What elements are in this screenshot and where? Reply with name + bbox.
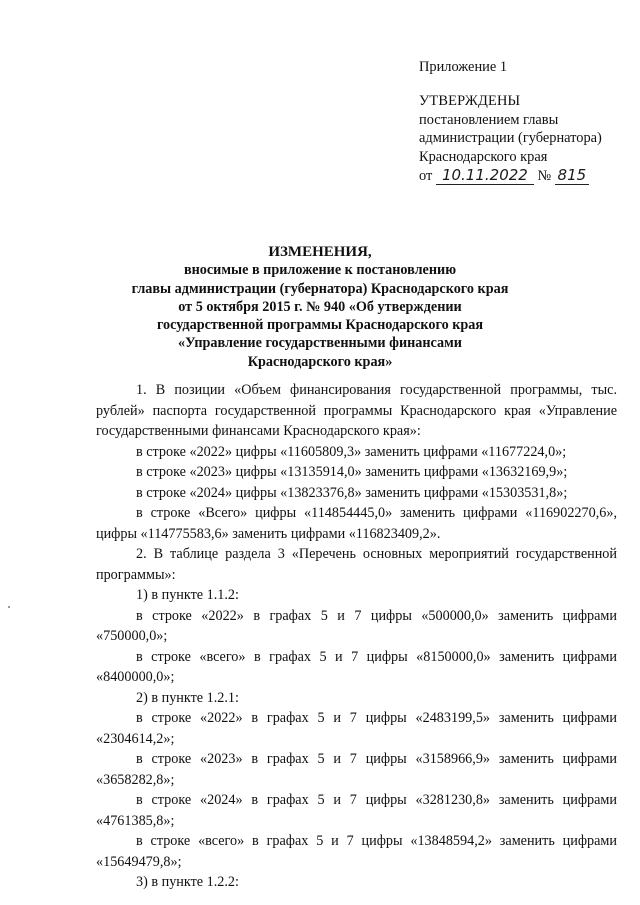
- paragraph: 2) в пункте 1.2.1:: [136, 689, 239, 706]
- heading-line: вносимые в приложение к постановлению: [183, 262, 457, 279]
- paragraph: 3) в пункте 1.2.2:: [136, 874, 239, 890]
- paragraph: в строке «2024» в графах 5 и 7 цифры «3281230,8» заменить цифрами «4761385,8»;: [96, 792, 617, 829]
- paragraph: в строке «2022» цифры «11605809,3» заменить цифрами «11677224,0»;: [136, 443, 567, 460]
- appendix-label: Приложение 1: [419, 59, 508, 75]
- paragraph: в строке «2023» цифры «13135914,0» заменить цифрами «13632169,9»;: [136, 464, 568, 480]
- heading-title: ИЗМЕНЕНИЯ,: [268, 244, 372, 260]
- approval-line: администрации (губернатора): [419, 130, 602, 147]
- heading-line: государственной программы Краснодарского края: [156, 317, 484, 334]
- approval-line: Краснодарского края: [419, 148, 548, 165]
- number-prefix: №: [537, 168, 552, 185]
- from-prefix: от: [419, 168, 433, 185]
- handwritten-number: 815: [555, 166, 589, 185]
- approval-line: постановлением главы: [419, 111, 559, 128]
- paragraph: в строке «2023» в графах 5 и 7 цифры «3158966,9» заменить цифрами «3658282,8»;: [96, 751, 617, 788]
- handwritten-date: 10.11.2022: [436, 166, 534, 185]
- paragraph: 1. В позиции «Объем финансирования государственной программы, тыс. рублей» паспорта государственной программы Краснодарского края «Управление государственными финансами Краснодарского края»:: [96, 382, 617, 439]
- margin-dot: [8, 606, 10, 608]
- paragraph: 2. В таблице раздела 3 «Перечень основных мероприятий государственной программы»:: [96, 546, 617, 583]
- decree-date-number: [419, 166, 634, 188]
- approved-title: УТВЕРЖДЕНЫ: [419, 93, 521, 110]
- paragraph: в строке «всего» в графах 5 и 7 цифры «13848594,2» заменить цифрами «15649479,8»;: [96, 833, 617, 870]
- paragraph: в строке «Всего» цифры «114854445,0» заменить цифрами «116902270,6», цифры «114775583,6» заменить цифрами «116823409,2».: [96, 505, 617, 542]
- document-heading: [100, 243, 540, 371]
- paragraph: в строке «всего» в графах 5 и 7 цифры «8150000,0» заменить цифрами «8400000,0»;: [96, 648, 617, 685]
- heading-line: от 5 октября 2015 г. № 940 «Об утверждении: [178, 298, 462, 315]
- paragraph: в строке «2022» в графах 5 и 7 цифры «500000,0» заменить цифрами «750000,0»;: [96, 607, 617, 644]
- document-body: [96, 380, 617, 893]
- heading-line: «Управление государственными финансами: [178, 335, 462, 352]
- heading-line: главы администрации (губернатора) Краснодарского края: [131, 280, 509, 297]
- paragraph: в строке «2022» в графах 5 и 7 цифры «2483199,5» заменить цифрами «2304614,2»;: [96, 710, 617, 747]
- paragraph: в строке «2024» цифры «13823376,8» заменить цифрами «15303531,8»;: [136, 484, 568, 501]
- approval-block: [419, 58, 634, 188]
- paragraph: 1) в пункте 1.1.2:: [136, 587, 239, 603]
- heading-line: Краснодарского края»: [247, 353, 393, 370]
